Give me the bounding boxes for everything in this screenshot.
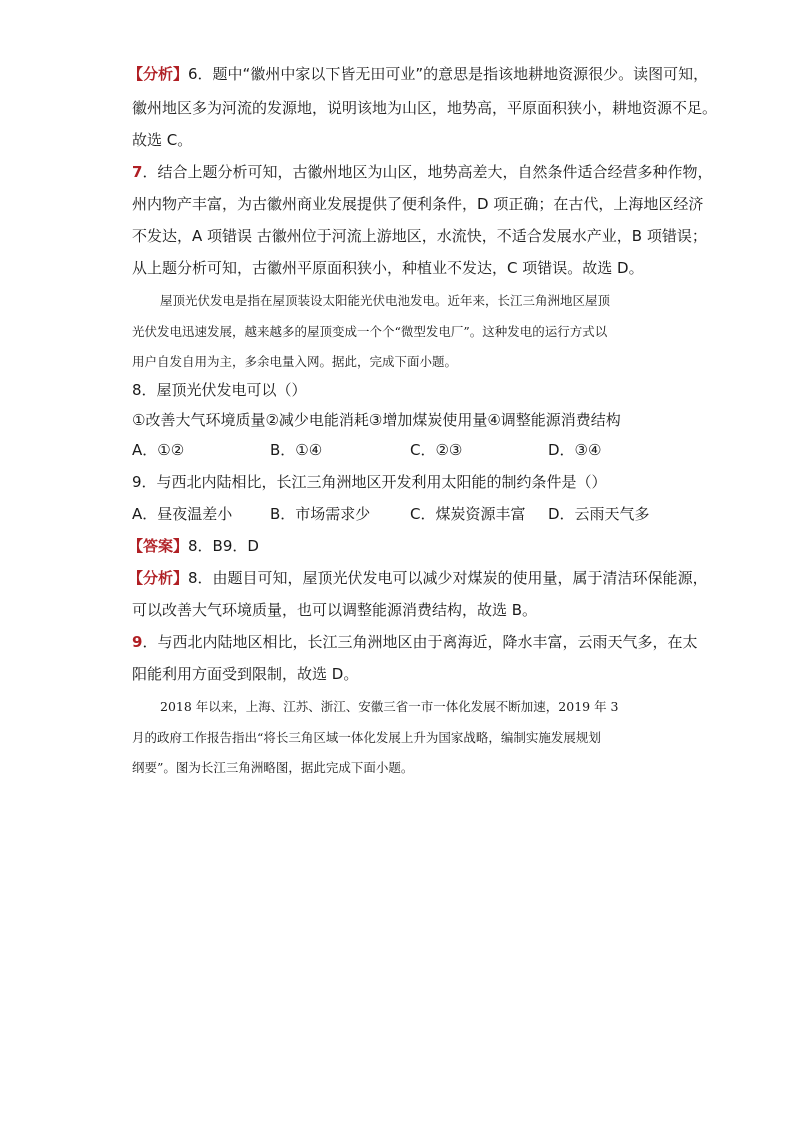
passage-line: 纲要”。图为长江三角洲略图，据此完成下面小题。: [132, 760, 414, 775]
passage-line: 屋顶光伏发电是指在屋顶装设太阳能光伏电池发电。近年来，长江三角洲地区屋顶: [160, 293, 611, 308]
answer-line: [128, 536, 259, 556]
option-d: D．③④: [548, 441, 602, 459]
answer-text: 8．B9．D: [188, 537, 259, 555]
passage-line: 月的政府工作报告指出“将长三角区域一体化发展上升为国家战略，编制实施发展规划: [132, 730, 601, 745]
option-c: C．煤炭资源丰富: [410, 505, 526, 523]
option-b: B．市场需求少: [270, 505, 371, 523]
analysis-line: 不发达，A 项错误 古徽州位于河流上游地区，水流快，不适合发展水产业，B 项错误；: [132, 227, 707, 245]
analysis-label: 【分析】: [128, 569, 189, 587]
passage-line: 用户自发自用为主，多余电量入网。据此，完成下面小题。: [132, 354, 458, 369]
analysis-line: 7．结合上题分析可知，古徽州地区为山区，地势高差大，自然条件适合经营多种作物，: [132, 163, 713, 181]
analysis-line: 故选 C。: [132, 131, 193, 149]
analysis-line: 【分析】6．题中“徽州中家以下皆无田可业”的意思是指该地耕地资源很少。读图可知，: [128, 65, 709, 83]
analysis-line: 阳能利用方面受到限制，故选 D。: [132, 665, 359, 683]
analysis-line: 州内物产丰富，为古徽州商业发展提供了便利条件，D 项正确；在古代，上海地区经济: [132, 195, 704, 213]
option-d: D．云雨天气多: [548, 505, 650, 523]
answer-label: 【答案】: [128, 537, 189, 555]
option-b: B．①④: [270, 441, 323, 459]
analysis-line: 徽州地区多为河流的发源地，说明该地为山区，地势高，平原面积狭小，耕地资源不足。: [132, 99, 718, 117]
passage-line: 2018 年以来，上海、江苏、浙江、安徽三省一市一体化发展不断加速，2019 年 3: [160, 699, 619, 714]
analysis-line: 【分析】8．由题目可知，屋顶光伏发电可以减少对煤炭的使用量，属于清洁环保能源，: [128, 569, 708, 587]
question-stem: 9．与西北内陆相比，长江三角洲地区开发利用太阳能的制约条件是（）: [132, 473, 607, 491]
item-number: 9: [132, 633, 143, 651]
analysis-line: 可以改善大气环境质量，也可以调整能源消费结构，故选 B。: [132, 601, 538, 619]
passage-line: 光伏发电迅速发展，越来越多的屋顶变成一个个“微型发电厂”。这种发电的运行方式以: [132, 324, 608, 339]
analysis-line: 9．与西北内陆地区相比，长江三角洲地区由于离海近，降水丰富，云雨天气多，在太: [132, 633, 698, 651]
analysis-label: 【分析】: [128, 65, 189, 83]
option-c: C．②③: [410, 441, 463, 459]
analysis-line: 从上题分析可知，古徽州平原面积狭小，种植业不发达，C 项错误。故选 D。: [132, 259, 644, 277]
question-items: ①改善大气环境质量②减少电能消耗③增加煤炭使用量④调整能源消费结构: [132, 411, 621, 429]
option-a: A．昼夜温差小: [132, 505, 233, 523]
question-stem: 8．屋顶光伏发电可以（）: [132, 381, 307, 399]
item-number: 7: [132, 163, 143, 181]
option-a: A．①②: [132, 441, 185, 459]
